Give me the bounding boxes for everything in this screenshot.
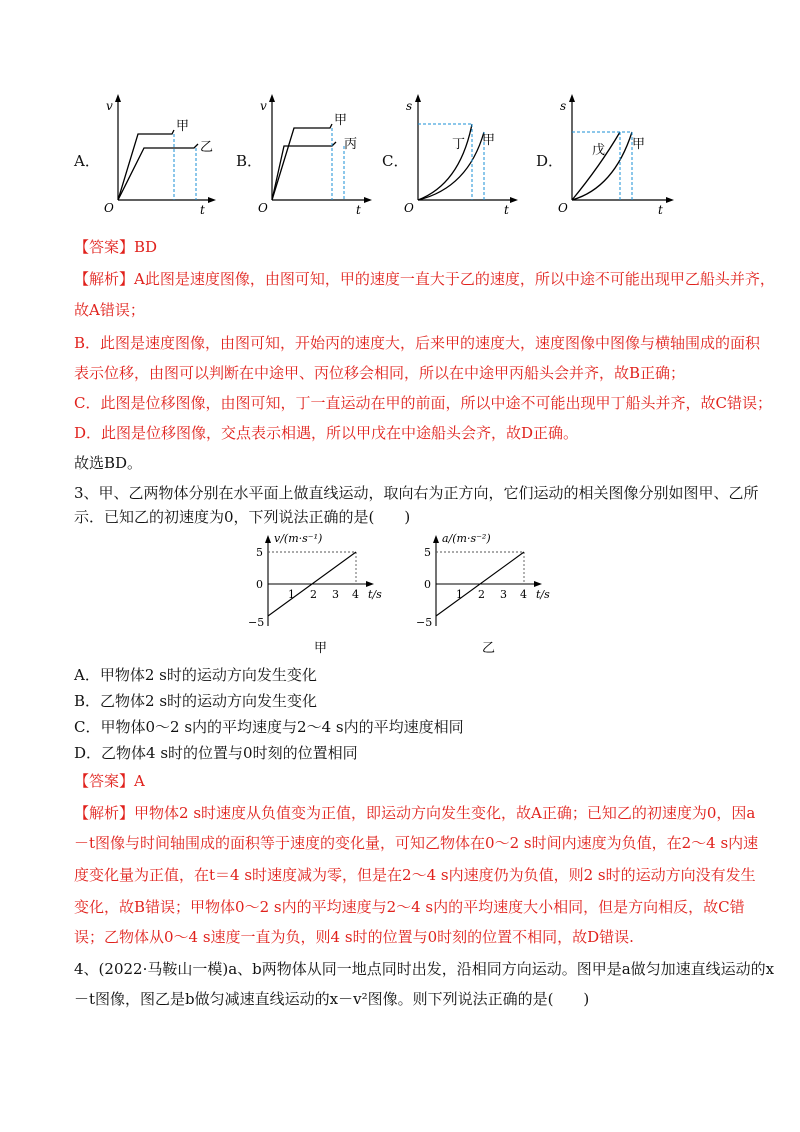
q2-answer bbox=[74, 236, 157, 257]
option-c-x-axis: t bbox=[504, 203, 509, 216]
option-a-y-axis: v bbox=[106, 99, 113, 113]
option-d-curve-2: 甲 bbox=[632, 137, 646, 152]
q4-stem-line-1: 4、(2022·马鞍山一模)a、b两物体从同一地点同时出发，沿相同方向运动。图甲是a做匀加速直线运动的x bbox=[74, 960, 775, 978]
q3-stem-line-2: 示．已知乙的初速度为0，下列说法正确的是( ) bbox=[74, 508, 411, 526]
option-d-label: D． bbox=[536, 152, 564, 170]
q3-graph-b-y-tick-neg5: −5 bbox=[416, 616, 433, 629]
q3-option-c: C．甲物体0～2 s内的平均速度与2～4 s内的平均速度相同 bbox=[74, 718, 464, 736]
q3-analysis-tag: 【解析】 bbox=[74, 804, 135, 822]
q3-graph-a-y-label: v/(m·s⁻¹) bbox=[274, 532, 323, 545]
q3-graph-b-x-tick-1: 1 bbox=[456, 588, 463, 601]
q3-option-b: B．乙物体2 s时的运动方向发生变化 bbox=[74, 692, 318, 710]
q3-analysis-line-1 bbox=[74, 802, 755, 823]
option-b-label: B． bbox=[236, 152, 263, 170]
q3-graph-a-x-tick-3: 3 bbox=[332, 588, 339, 601]
option-d-x-axis: t bbox=[658, 203, 663, 216]
q3-graph-b-y-label: a/(m·s⁻²) bbox=[442, 532, 491, 545]
q3-graph-b-caption: 乙 bbox=[482, 641, 496, 656]
option-b-curve-2: 丙 bbox=[344, 137, 358, 152]
q3-analysis-line-2: －t图像与时间轴围成的面积等于速度的变化量，可知乙物体在0～2 s时间内速度为负值，在2～4 s内速 bbox=[74, 834, 759, 852]
q2-conclusion: 故选BD。 bbox=[74, 454, 143, 472]
q2-answer-tag: 【答案】 bbox=[74, 238, 135, 256]
q2-analysis-tag: 【解析】 bbox=[74, 270, 135, 288]
option-a-label: A． bbox=[74, 152, 100, 170]
option-b-origin: O bbox=[258, 201, 268, 215]
q3-analysis-text-1: 甲物体2 s时速度从负值变为正值，即运动方向发生变化，故A正确；已知乙的初速度为0，因a bbox=[134, 804, 756, 822]
q2-answer-value: BD bbox=[134, 238, 158, 256]
q3-graph-a-y-tick-0: 0 bbox=[256, 578, 263, 591]
q3-option-d: D．乙物体4 s时的位置与0时刻的位置相同 bbox=[74, 744, 358, 762]
option-a-curve-2: 乙 bbox=[200, 140, 214, 155]
option-b-graph bbox=[258, 88, 378, 216]
q3-stem-line-1: 3、甲、乙两物体分别在水平面上做直线运动，取向右为正方向，它们运动的相关图像分别如图甲、乙所 bbox=[74, 484, 759, 502]
q2-analysis-line-5: C．此图是位移图像，由图可知，丁一直运动在甲的前面，所以中途不可能出现甲丁船头并齐，故C错误； bbox=[74, 394, 772, 412]
q2-analysis-line-3: B．此图是速度图像，由图可知，开始丙的速度大，后来甲的速度大，速度图像中图像与横轴围成的面积 bbox=[74, 334, 761, 352]
q3-graph-a-x-tick-2: 2 bbox=[310, 588, 317, 601]
q3-graph-b-y-tick-5: 5 bbox=[424, 546, 431, 559]
q3-graph-b-x-tick-3: 3 bbox=[500, 588, 507, 601]
q2-analysis-line-2: 故A错误； bbox=[74, 301, 145, 319]
q3-graph-a-x-tick-4: 4 bbox=[352, 588, 359, 601]
q3-analysis-line-4: 变化，故B错误；甲物体0～2 s内的平均速度与2～4 s内的平均速度大小相同，但是方向相反，故C错 bbox=[74, 898, 745, 916]
option-c-y-axis: s bbox=[406, 99, 413, 113]
q3-answer-value: A bbox=[134, 772, 145, 790]
option-d-origin: O bbox=[558, 201, 568, 215]
q3-graph-b bbox=[412, 530, 572, 660]
q2-analysis-line-4: 表示位移，由图可以判断在中途甲、丙位移会相同，所以在中途甲丙船头会并齐，故B正确； bbox=[74, 364, 686, 382]
option-d-graph bbox=[558, 88, 682, 216]
q3-answer-tag: 【答案】 bbox=[74, 772, 135, 790]
q3-graph-a-y-tick-neg5: −5 bbox=[248, 616, 265, 629]
option-c-curve-1: 丁 bbox=[452, 137, 466, 152]
option-c-origin: O bbox=[404, 201, 414, 215]
option-a-graph bbox=[104, 88, 220, 216]
q3-graph-a-x-label: t/s bbox=[368, 588, 382, 601]
q3-graph-a-y-tick-5: 5 bbox=[256, 546, 263, 559]
q2-analysis-line-6: D．此图是位移图像，交点表示相遇，所以甲戊在中途船头会齐，故D正确。 bbox=[74, 424, 579, 442]
q3-graph-b-y-tick-0: 0 bbox=[424, 578, 431, 591]
option-a-curve-1: 甲 bbox=[176, 119, 190, 134]
q3-graph-a-x-tick-1: 1 bbox=[288, 588, 295, 601]
option-d-curve-1: 戊 bbox=[592, 143, 606, 158]
option-c-graph bbox=[404, 88, 524, 216]
option-a-origin: O bbox=[104, 201, 114, 215]
q2-analysis-text-1: A此图是速度图像，由图可知，甲的速度一直大于乙的速度，所以中途不可能出现甲乙船头并齐， bbox=[134, 270, 775, 288]
option-c-curve-2: 甲 bbox=[482, 133, 496, 148]
q3-option-a: A．甲物体2 s时的运动方向发生变化 bbox=[74, 666, 317, 684]
q3-graph-b-x-tick-4: 4 bbox=[520, 588, 527, 601]
q2-analysis-line-1 bbox=[74, 268, 775, 289]
q3-graph-a-caption: 甲 bbox=[314, 641, 328, 656]
q2-graphs bbox=[70, 88, 710, 218]
q4-stem-line-2: －t图像，图乙是b做匀减速直线运动的x－v²图像。则下列说法正确的是( ) bbox=[74, 990, 590, 1008]
q3-analysis-line-5: 误；乙物体从0～4 s速度一直为负，则4 s时的位置与0时刻的位置不相同，故D错误. bbox=[74, 928, 634, 946]
q3-answer bbox=[74, 770, 145, 791]
option-b-y-axis: v bbox=[260, 99, 267, 113]
option-a-x-axis: t bbox=[200, 203, 205, 216]
q3-analysis-line-3: 度变化量为正值，在t＝4 s时速度减为零，但是在2～4 s内速度仍为负值，则2 s时的运动方向没有发生 bbox=[74, 866, 756, 884]
option-c-label: C． bbox=[382, 152, 409, 170]
q3-graph-a bbox=[244, 530, 404, 660]
option-d-y-axis: s bbox=[560, 99, 567, 113]
option-b-curve-1: 甲 bbox=[334, 113, 348, 128]
option-b-x-axis: t bbox=[356, 203, 361, 216]
q3-graph-b-x-label: t/s bbox=[536, 588, 550, 601]
q3-graph-b-x-tick-2: 2 bbox=[478, 588, 485, 601]
